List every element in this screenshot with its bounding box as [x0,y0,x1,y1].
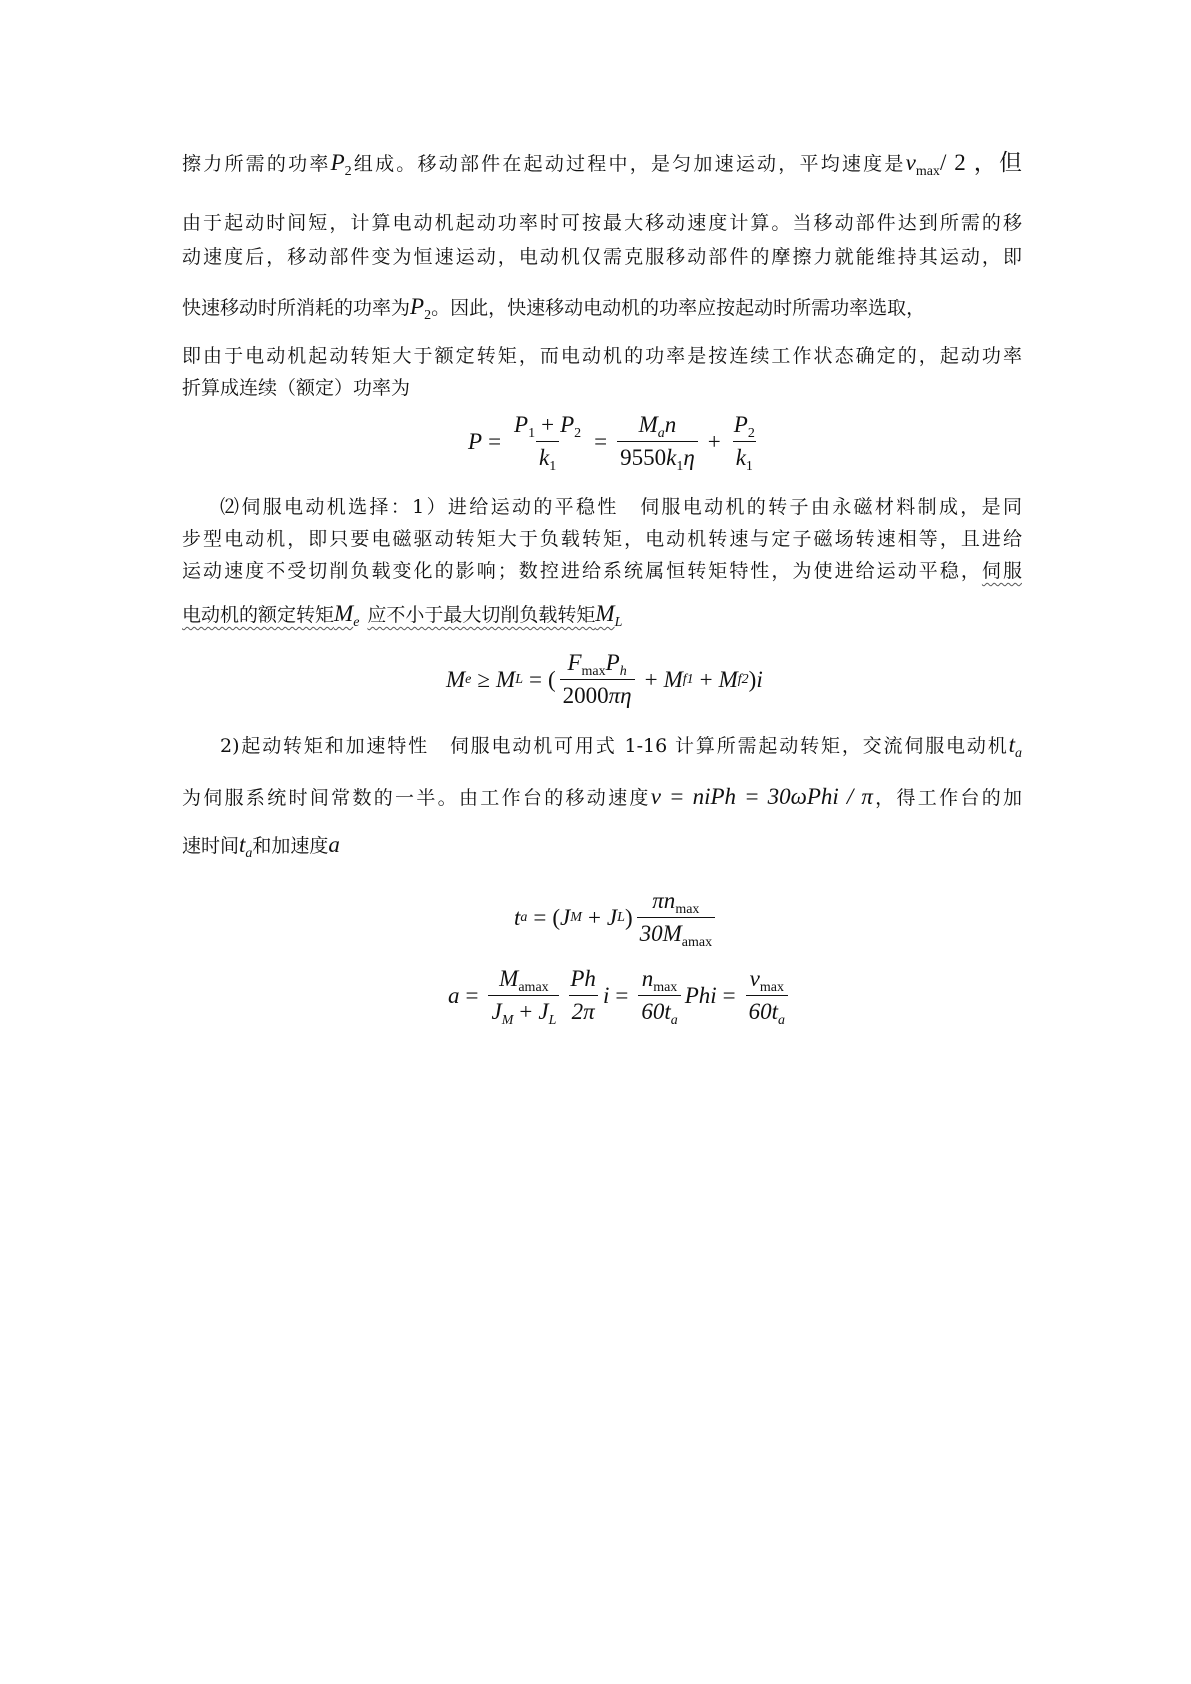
sub: 2 [574,426,582,441]
sub: max [675,902,700,917]
eq-sym: k [666,445,677,470]
para-line-1 [182,150,1022,177]
eq-sym: J [606,904,618,930]
equation-accel-time: t a = ( J M + J L ) $\frac{\pi n_{max}}{30M_{amax}}$ [514,888,719,947]
eq-sym: Phi [684,982,717,1008]
eq-sym: 30M [639,921,682,946]
equation-acceleration [448,966,792,1028]
equation-power [468,412,762,474]
eq-sym: πη [608,683,632,708]
sub: amax [681,935,713,950]
eq-sym: M [496,666,516,692]
equation-torque: M e ≥ M L = ( $\frac{F_{max}P_h}{2000\pi\eta}$ + M f1 + M f2 ) i [446,650,763,708]
eq-sym: t [514,904,521,930]
text-run: 快速移动时所消耗的功率为 [182,297,411,319]
sub: a [670,1013,678,1028]
fraction [560,650,635,709]
text-run: 擦力所需的功率 [182,153,331,175]
fraction [637,888,716,950]
text-run: 2)起动转矩和加速特性 伺服电动机可用式 1-16 计算所需起动转矩，交流伺服电动机 [220,735,1009,757]
math-a: a [328,832,340,857]
eq-sym: n [641,966,654,991]
eq-sym: P [560,412,575,437]
eq-sym: M [663,666,683,692]
eq-sym: F [567,650,582,675]
math-speed: v = niPh = 30ωPhi / π [650,784,873,809]
eq-sym: = [465,982,479,1008]
fraction [731,412,758,474]
eq-sym: = [594,428,608,454]
eq-sym: + [644,666,658,692]
para-line-4 [182,294,1022,321]
eq-sym: 9550 [620,445,667,470]
sub: 1 [745,459,753,474]
para-line-10 [182,601,1022,628]
eq-sym: M [718,666,738,692]
eq-sym: i [602,982,610,1008]
eq-sym: ( [547,666,556,692]
eq-sym: ) [624,904,633,930]
eq-sym: P [733,412,748,437]
eq-sym: + [587,904,601,930]
underlined-text: 电动机的额定转矩 [182,604,335,626]
text-run: 速时间 [182,835,240,857]
eq-sym: P [514,412,529,437]
eq-sym: a [448,982,460,1008]
eq-sym: i [756,666,763,692]
eq-sym: πn [652,888,676,913]
sub: 2 [747,426,755,441]
text-run: 。因此，快速移动电动机的功率应按起动时所需功率选取， [431,297,926,319]
math-p: P [330,150,345,175]
eq-sym: v [749,966,760,991]
eq-sym: + [541,412,555,437]
eq-sym: η [683,445,695,470]
eq-sym: P [605,650,620,675]
eq-sym: J [538,999,549,1024]
para-line-11 [220,732,1022,759]
sub: h [619,664,627,679]
para-line-2: 由于起动时间短，计算电动机起动功率时可按最大移动速度计算。当移动部件达到所需的移 [182,212,1022,234]
sub: a [1015,746,1022,761]
text-run: / 2 ，但 [939,150,1022,175]
fraction [617,412,698,474]
sub: amax [518,980,549,995]
math-t: t [1008,732,1015,757]
fraction [638,966,680,1028]
eq-sym: Ph [570,966,596,991]
sub: L [548,1013,557,1028]
fraction [567,966,599,1025]
eq-sym: M [638,412,658,437]
fraction [511,412,584,474]
para-line-13 [182,832,1022,859]
eq-sym: J [491,999,502,1024]
eq-sym: ( [552,904,561,930]
eq-sym: 60t [641,999,671,1024]
underlined-text: 应不小于最大切削负载转矩 [367,604,596,626]
text-run: 为伺服系统时间常数的一半。由工作台的移动速度 [182,787,651,809]
eq-sym: ≥ [477,666,491,692]
math-m: M [334,601,354,626]
eq-sym: + [707,428,721,454]
math-m: M [595,601,615,626]
eq-sym: M [446,666,466,692]
eq-sym: P [468,428,483,454]
sub: M [501,1013,514,1028]
eq-sym: k [538,445,550,470]
eq-sym: M [499,966,519,991]
eq-sym: = [615,982,629,1008]
math-p: P [410,294,425,319]
para-line-5: 即由于电动机起动转矩大于额定转矩，而电动机的功率是按连续工作状态确定的，起动功率 [182,345,1022,367]
math-t: t [239,832,246,857]
para-line-6: 折算成连续（额定）功率为 [182,377,411,399]
fraction [746,966,788,1028]
eq-sym: 2π [569,995,598,1025]
sub: 2 [344,164,352,179]
text-run: 运动速度不受切削负载变化的影响；数控进给系统属恒转矩特性，为使进给运动平稳， [182,560,982,582]
para-line-8: 步型电动机，即只要电磁驱动转矩大于负载转矩，电动机转速与定子磁场转速相等，且进给 [182,528,1022,550]
underlined-text: 伺服 [981,560,1022,582]
sub: a [778,1013,786,1028]
sub: a [657,426,665,441]
eq-sym: = [528,666,542,692]
eq-sym: J [560,904,571,930]
eq-sym: 2000 [562,683,609,708]
para-line-12 [182,784,1022,811]
eq-sym: k [735,445,746,470]
sub: e [353,615,360,630]
eq-sym: = [722,982,736,1008]
text-run: 组成。移动部件在起动过程中，是匀加速运动，平均速度是 [351,153,906,175]
sub: 1 [676,459,684,474]
text-run: 和加速度 [252,835,329,857]
eq-sym: = [488,428,502,454]
sub: max [915,164,940,179]
eq-sym: 60t [748,999,779,1024]
sub: max [581,664,606,679]
eq-sym: n [664,412,677,437]
eq-sym: + [519,999,533,1024]
sub: 1 [549,459,557,474]
math-v: v [905,150,916,175]
text-run: ，得工作台的加 [872,787,1022,809]
sub: max [759,980,784,995]
sub: max [653,980,678,995]
sub: 1 [528,426,536,441]
sub: 2 [424,308,432,323]
eq-sym: ) [748,666,757,692]
eq-sym: = [533,904,547,930]
para-line-9 [182,558,1022,584]
sub: L [614,615,623,630]
eq-sym: + [699,666,713,692]
para-line-3: 动速度后，移动部件变为恒速运动，电动机仅需克服移动部件的摩擦力就能维持其运动，即 [182,246,1022,268]
para-line-7: ⑵伺服电动机选择：1）进给运动的平稳性 伺服电动机的转子由永磁材料制成，是同 [220,496,1022,518]
sub: a [245,846,253,861]
fraction [488,966,559,1028]
